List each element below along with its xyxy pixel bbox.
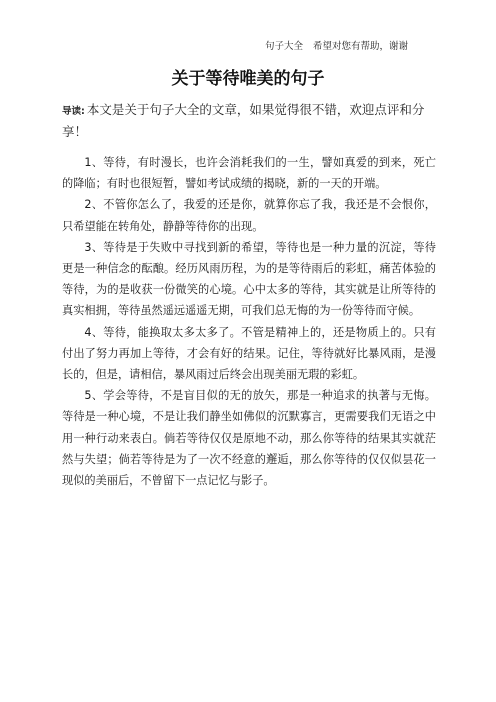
paragraph-3: 3、等待是于失败中寻找到新的希望，等待也是一种力量的沉淀，等待更是一种信念的酝酿。经历风雨历程，为的是等待雨后的彩虹，痛苦体验的等待，为的是收获一份微笑的心境。心中太多的等待，其实就是让所等待的真实相拥，等待虽然遥远遥遥无期，可我们总无悔的为一份等待而守候。: [62, 240, 436, 318]
document-title: 关于等待唯美的句子: [171, 69, 325, 89]
header-site-name: 句子大全: [265, 41, 304, 52]
paragraph-4: 4、等待，能换取太多太多了。不管是精神上的，还是物质上的。只有付出了努力再加上等待，才会有好的结果。记住，等待就好比暴风雨，是漫长的，但是，请相信，暴风雨过后终会出现美丽无瑕的彩虹。: [62, 325, 436, 382]
lead-label: 导读:: [62, 106, 85, 117]
document-body: [62, 152, 436, 491]
paragraph-1: 1、等待，有时漫长，也许会消耗我们的一生，譬如真爱的到来，死亡的降临；有时也很短暂，譬如考试成绩的揭晓，新的一天的开端。: [62, 156, 436, 191]
page-header: [265, 38, 408, 52]
paragraph-5: 5、学会等待，不是盲目似的无的放矢，那是一种追求的执著与无悔。等待是一种心境，不是让我们静坐如佛似的沉默寡言，更需要我们无语之中用一种行动来表白。倘若等待仅仅是原地不动，那么你等待的结果其实就茫然与失望；倘若等待是为了一次不经意的邂逅，那么你等待的仅仅似昙花一现似的美丽后，不曾留下一点记忆与影子。: [62, 389, 436, 488]
lead-text: 本文是关于句子大全的文章，如果觉得很不错，欢迎点评和分享！: [62, 102, 425, 139]
lead-paragraph: [62, 100, 436, 142]
header-thanks-note: 希望对您有帮助，谢谢: [313, 41, 409, 52]
paragraph-2: 2、不管你怎么了，我爱的还是你，就算你忘了我，我还是不会恨你，只希望能在转角处，静静等待你的出现。: [62, 198, 436, 233]
